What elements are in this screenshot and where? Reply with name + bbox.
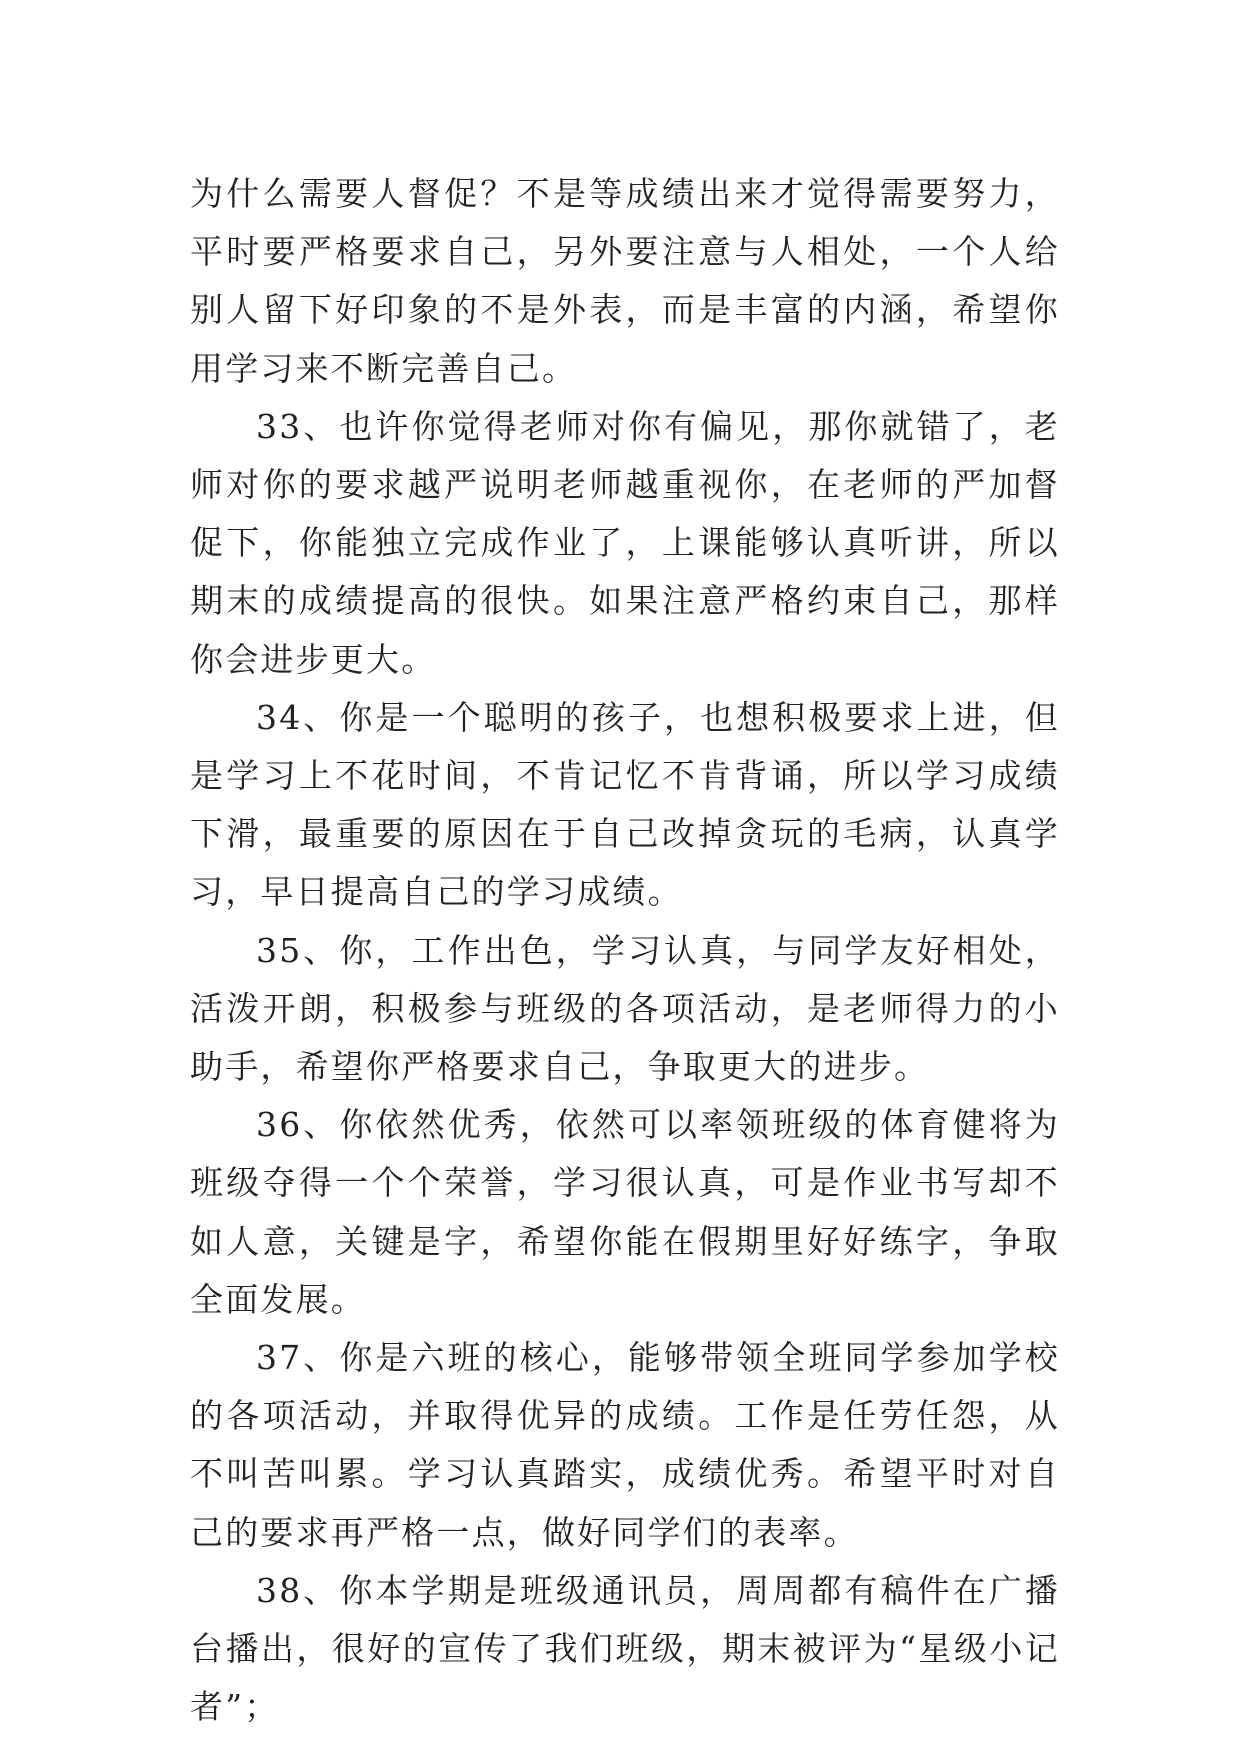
paragraph-comment-35: 35、你，工作出色，学习认真，与同学友好相处，活泼开朗，积极参与班级的各项活动，是老师得力的小助手，希望你严格要求自己，争取更大的进步。 <box>190 930 1060 1087</box>
paragraph-comment-33: 33、也许你觉得老师对你有偏见，那你就错了，老师对你的要求越严说明老师越重视你，在老师的严加督促下，你能独立完成作业了，上课能够认真听讲，所以期末的成绩提高的很快。如果注意严格约束自己，那样你会进步更大。 <box>190 406 1060 679</box>
paragraph-comment-38: 38、你本学期是班级通讯员，周周都有稿件在广播台播出，很好的宣传了我们班级，期末被评为“星级小记者”； <box>190 1570 1060 1727</box>
paragraph-continuation: 为什么需要人督促？不是等成绩出来才觉得需要努力，平时要严格要求自己，另外要注意与人相处，一个人给别人留下好印象的不是外表，而是丰富的内涵，希望你用学习来不断完善自己。 <box>190 174 1060 388</box>
paragraph-comment-37: 37、你是六班的核心，能够带领全班同学参加学校的各项活动，并取得优异的成绩。工作是任劳任怨，从不叫苦叫累。学习认真踏实，成绩优秀。希望平时对自己的要求再严格一点，做好同学们的表率。 <box>190 1338 1060 1552</box>
document-body <box>190 165 1060 1736</box>
paragraph-comment-36: 36、你依然优秀，依然可以率领班级的体育健将为班级夺得一个个荣誉，学习很认真，可是作业书写却不如人意，关键是字，希望你能在假期里好好练字，争取全面发展。 <box>190 1105 1060 1319</box>
paragraph-comment-34: 34、你是一个聪明的孩子，也想积极要求上进，但是学习上不花时间，不肯记忆不肯背诵，所以学习成绩下滑，最重要的原因在于自己改掉贪玩的毛病，认真学习，早日提高自己的学习成绩。 <box>190 697 1060 912</box>
